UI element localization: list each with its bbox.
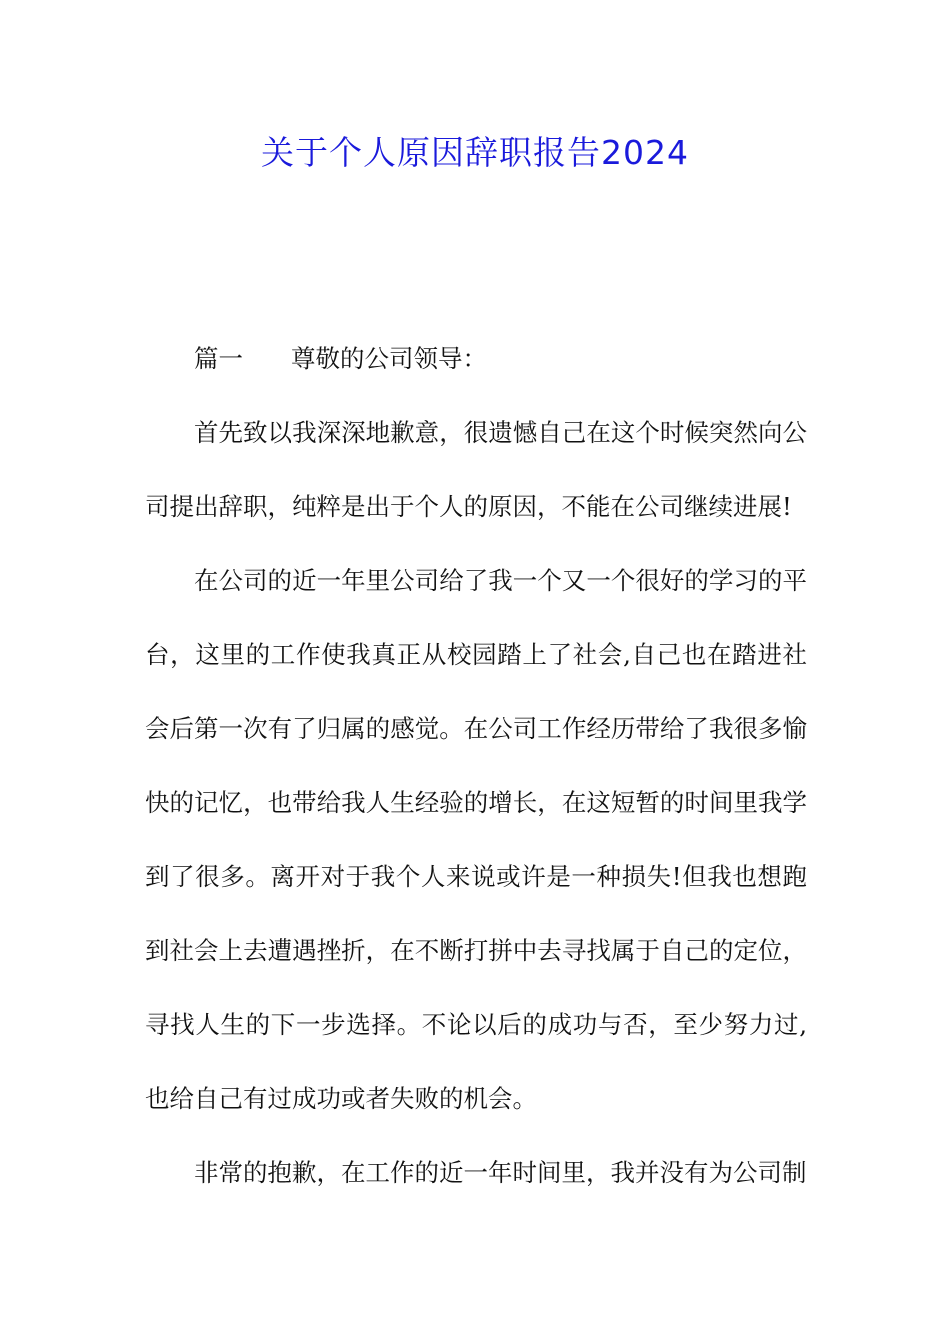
salutation: 尊敬的公司领导： [291,344,487,373]
paragraph-2: 在公司的近一年里公司给了我一个又一个很好的学习的平台，这里的工作使我真正从校园踏上了社会,自己也在踏进社会后第一次有了归属的感觉。在公司工作经历带给了我很多愉快的记忆，也带给我人生经验的增长，在这短暂的时间里我学到了很多。离开对于我个人来说或许是一种损失!但我也想跑到社会上去遭遇挫折，在不断打拼中去寻找属于自己的定位，寻找人生的下一步选择。不论以后的成功与否，至少努力过,也给自己有过成功或者失败的机会。 [145,566,807,1113]
document-title: 关于个人原因辞职报告2024 [261,133,689,172]
section-label: 篇一 [194,344,243,373]
paragraph-3: 非常的抱歉，在工作的近一年时间里，我并没有为公司制 [194,1158,807,1187]
paragraph-1: 首先致以我深深地歉意，很遗憾自己在这个时候突然向公司提出辞职，纯粹是出于个人的原因，不能在公司继续进展! [145,418,807,521]
salutation-line [145,322,807,396]
document-body [145,322,807,1210]
